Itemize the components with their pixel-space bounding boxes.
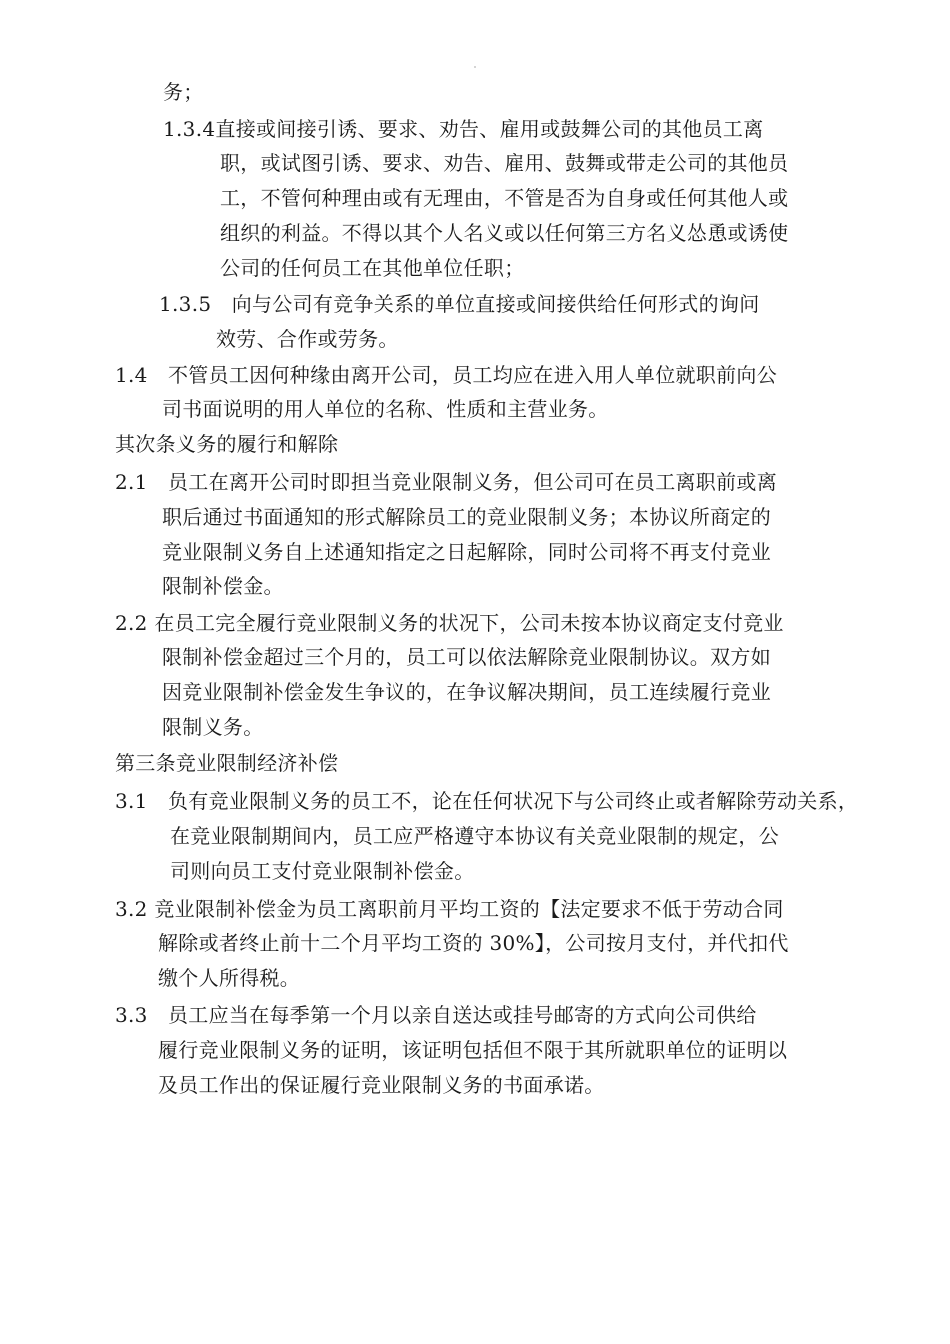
text-line: 及员工作出的保证履行竞业限制义务的书面承诺。 <box>158 1073 605 1097</box>
text-line: 效劳、合作或劳务。 <box>216 327 399 351</box>
clause-3-1: 3.1 负有竞业限制义务的员工不，论在任何状况下与公司终止或者解除劳动关系， <box>115 789 859 813</box>
text-line: 司书面说明的用人单位的名称、性质和主营业务。 <box>162 397 609 421</box>
clause-3-2: 3.2 竞业限制补偿金为员工离职前月平均工资的【法定要求不低于劳动合同 <box>115 897 784 921</box>
text-line: 竞业限制义务自上述通知指定之日起解除，同时公司将不再支付竞业 <box>162 540 771 564</box>
text-line: 工，不管何种理由或有无理由，不管是否为自身或任何其他人或 <box>220 186 789 210</box>
clause-1-3-4: 1.3.4直接或间接引诱、要求、劝告、雇用或鼓舞公司的其他员工离 <box>163 117 764 141</box>
text-line: 职后通过书面通知的形式解除员工的竞业限制义务；本协议所商定的 <box>162 505 771 529</box>
clause-2-1: 2.1 员工在离开公司时即担当竞业限制义务，但公司可在员工离职前或离 <box>115 470 778 494</box>
text-line: 限制义务。 <box>162 715 264 739</box>
text-line: 履行竞业限制义务的证明，该证明包括但不限于其所就职单位的证明以 <box>158 1038 788 1062</box>
clause-1-4: 1.4 不管员工因何种缘由离开公司，员工均应在进入用人单位就职前向公 <box>115 363 778 387</box>
section-heading-2: 其次条义务的履行和解除 <box>115 432 339 456</box>
text-line: 在竞业限制期间内，员工应严格遵守本协议有关竞业限制的规定，公 <box>170 824 779 848</box>
clause-1-3-5: 1.3.5 向与公司有竞争关系的单位直接或间接供给任何形式的询问 <box>159 292 760 316</box>
text-line: 组织的利益。不得以其个人名义或以任何第三方名义怂恿或诱使 <box>220 221 789 245</box>
text-line: 缴个人所得税。 <box>158 966 301 990</box>
text-line: 解除或者终止前十二个月平均工资的 30%】，公司按月支付，并代扣代 <box>158 931 789 955</box>
text-line: 司则向员工支付竞业限制补偿金。 <box>170 859 475 883</box>
text-line: 职，或试图引诱、要求、劝告、雇用、鼓舞或带走公司的其他员 <box>220 151 789 175</box>
clause-3-3: 3.3 员工应当在每季第一个月以亲自送达或挂号邮寄的方式向公司供给 <box>115 1003 757 1027</box>
text-line: 公司的任何员工在其他单位任职； <box>220 256 525 280</box>
section-heading-3: 第三条竞业限制经济补偿 <box>115 751 339 775</box>
clause-2-2: 2.2 在员工完全履行竞业限制义务的状况下，公司未按本协议商定支付竞业 <box>115 611 784 635</box>
text-line: 限制补偿金。 <box>162 574 284 598</box>
text-line: 限制补偿金超过三个月的，员工可以依法解除竞业限制协议。双方如 <box>162 645 771 669</box>
text-line: 务； <box>163 80 204 104</box>
text-line: 因竞业限制补偿金发生争议的，在争议解决期间，员工连续履行竞业 <box>162 680 771 704</box>
scan-speck <box>474 66 476 68</box>
